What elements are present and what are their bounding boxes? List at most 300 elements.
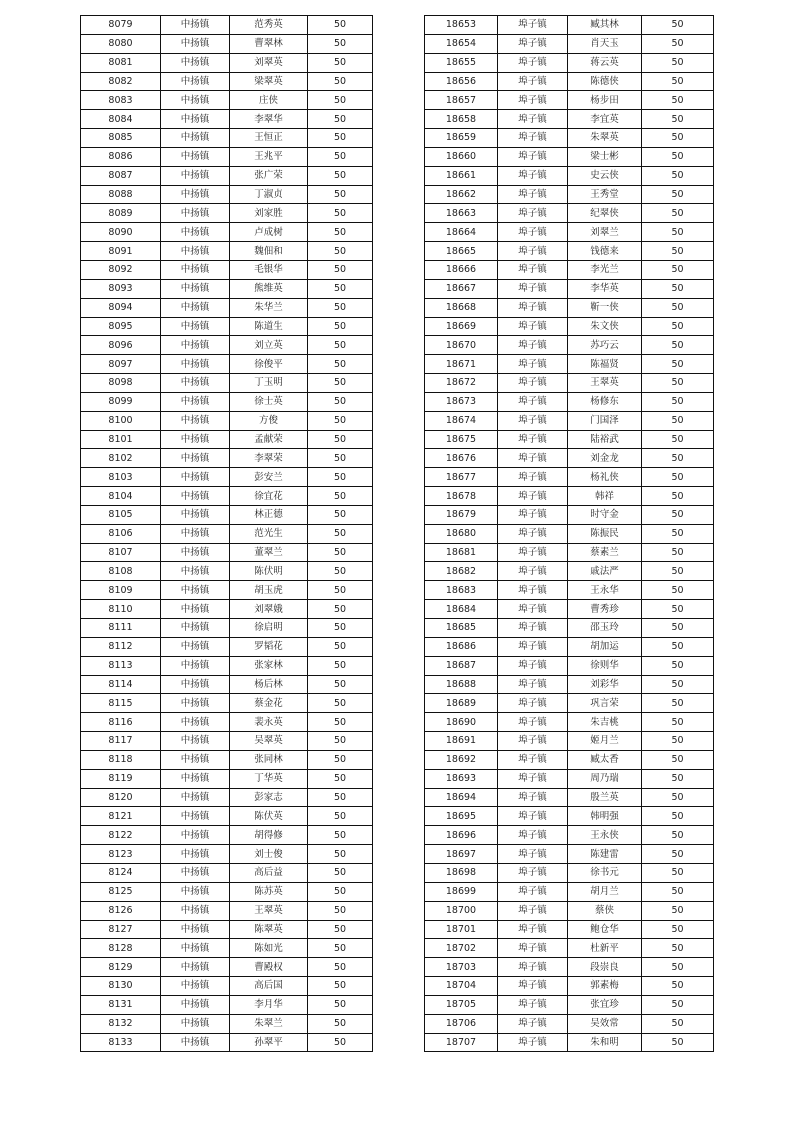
cell-amount: 50 bbox=[308, 882, 373, 901]
cell-name: 蔡金花 bbox=[230, 694, 308, 713]
table-row bbox=[425, 317, 714, 336]
cell-name: 陈振民 bbox=[568, 524, 642, 543]
cell-amount: 50 bbox=[308, 1033, 373, 1052]
table-row bbox=[81, 524, 373, 543]
cell-amount: 50 bbox=[642, 788, 714, 807]
table-row bbox=[81, 185, 373, 204]
cell-number: 18694 bbox=[425, 788, 498, 807]
table-row bbox=[425, 901, 714, 920]
cell-town: 埠子镇 bbox=[498, 204, 568, 223]
cell-number: 8086 bbox=[81, 147, 161, 166]
table-row bbox=[81, 468, 373, 487]
cell-town: 埠子镇 bbox=[498, 430, 568, 449]
cell-name: 王永侠 bbox=[568, 826, 642, 845]
cell-town: 中扬镇 bbox=[161, 863, 230, 882]
cell-amount: 50 bbox=[308, 16, 373, 35]
table-row bbox=[81, 713, 373, 732]
cell-number: 8127 bbox=[81, 920, 161, 939]
cell-town: 埠子镇 bbox=[498, 336, 568, 355]
table-row bbox=[425, 355, 714, 374]
cell-town: 中扬镇 bbox=[161, 166, 230, 185]
cell-name: 邵玉玲 bbox=[568, 619, 642, 638]
cell-number: 18681 bbox=[425, 543, 498, 562]
cell-amount: 50 bbox=[642, 411, 714, 430]
cell-amount: 50 bbox=[642, 901, 714, 920]
cell-number: 8094 bbox=[81, 298, 161, 317]
cell-number: 18692 bbox=[425, 750, 498, 769]
cell-number: 18653 bbox=[425, 16, 498, 35]
table-row bbox=[81, 317, 373, 336]
table-row bbox=[81, 411, 373, 430]
cell-town: 中扬镇 bbox=[161, 242, 230, 261]
cell-name: 刘家胜 bbox=[230, 204, 308, 223]
cell-name: 王翠英 bbox=[230, 901, 308, 920]
cell-number: 8105 bbox=[81, 505, 161, 524]
cell-name: 吴翠英 bbox=[230, 732, 308, 751]
cell-name: 张宜珍 bbox=[568, 995, 642, 1014]
table-row bbox=[425, 788, 714, 807]
cell-name: 韩明强 bbox=[568, 807, 642, 826]
cell-town: 埠子镇 bbox=[498, 468, 568, 487]
cell-number: 18661 bbox=[425, 166, 498, 185]
table-row bbox=[81, 392, 373, 411]
table-row bbox=[425, 204, 714, 223]
cell-name: 丁华英 bbox=[230, 769, 308, 788]
cell-town: 埠子镇 bbox=[498, 788, 568, 807]
cell-town: 埠子镇 bbox=[498, 732, 568, 751]
table-row bbox=[81, 34, 373, 53]
cell-amount: 50 bbox=[308, 732, 373, 751]
table-row bbox=[425, 449, 714, 468]
cell-name: 杜新平 bbox=[568, 939, 642, 958]
table-row bbox=[425, 694, 714, 713]
cell-number: 18670 bbox=[425, 336, 498, 355]
cell-name: 陆裕武 bbox=[568, 430, 642, 449]
cell-number: 8109 bbox=[81, 581, 161, 600]
table-row bbox=[81, 16, 373, 35]
cell-name: 曹秀珍 bbox=[568, 600, 642, 619]
cell-amount: 50 bbox=[308, 656, 373, 675]
cell-amount: 50 bbox=[642, 223, 714, 242]
cell-name: 陈道生 bbox=[230, 317, 308, 336]
cell-name: 门国泽 bbox=[568, 411, 642, 430]
cell-number: 18683 bbox=[425, 581, 498, 600]
cell-name: 鲍仓华 bbox=[568, 920, 642, 939]
cell-town: 中扬镇 bbox=[161, 694, 230, 713]
table-row bbox=[81, 581, 373, 600]
cell-name: 范秀英 bbox=[230, 16, 308, 35]
cell-town: 埠子镇 bbox=[498, 826, 568, 845]
cell-number: 8110 bbox=[81, 600, 161, 619]
cell-town: 中扬镇 bbox=[161, 129, 230, 148]
cell-town: 中扬镇 bbox=[161, 317, 230, 336]
cell-town: 中扬镇 bbox=[161, 298, 230, 317]
cell-town: 中扬镇 bbox=[161, 185, 230, 204]
cell-amount: 50 bbox=[642, 524, 714, 543]
cell-number: 8089 bbox=[81, 204, 161, 223]
cell-number: 18691 bbox=[425, 732, 498, 751]
cell-amount: 50 bbox=[642, 1014, 714, 1033]
table-row bbox=[425, 392, 714, 411]
table-row bbox=[425, 34, 714, 53]
cell-name: 毛银华 bbox=[230, 260, 308, 279]
table-row bbox=[81, 223, 373, 242]
cell-number: 18697 bbox=[425, 845, 498, 864]
cell-town: 埠子镇 bbox=[498, 298, 568, 317]
table-row bbox=[425, 732, 714, 751]
cell-name: 巩言荣 bbox=[568, 694, 642, 713]
cell-town: 中扬镇 bbox=[161, 336, 230, 355]
cell-number: 18672 bbox=[425, 374, 498, 393]
cell-name: 王秀堂 bbox=[568, 185, 642, 204]
right-roster-table bbox=[424, 15, 714, 1052]
cell-town: 埠子镇 bbox=[498, 807, 568, 826]
cell-number: 18682 bbox=[425, 562, 498, 581]
table-row bbox=[81, 279, 373, 298]
table-row bbox=[81, 807, 373, 826]
cell-amount: 50 bbox=[308, 920, 373, 939]
cell-town: 埠子镇 bbox=[498, 34, 568, 53]
cell-name: 姬月兰 bbox=[568, 732, 642, 751]
cell-number: 18689 bbox=[425, 694, 498, 713]
cell-name: 张广荣 bbox=[230, 166, 308, 185]
table-row bbox=[81, 374, 373, 393]
table-row bbox=[425, 185, 714, 204]
cell-amount: 50 bbox=[308, 713, 373, 732]
table-row bbox=[425, 713, 714, 732]
cell-name: 吴效常 bbox=[568, 1014, 642, 1033]
cell-name: 胡得修 bbox=[230, 826, 308, 845]
cell-number: 18686 bbox=[425, 637, 498, 656]
cell-name: 胡加运 bbox=[568, 637, 642, 656]
cell-name: 杨礼侠 bbox=[568, 468, 642, 487]
table-row bbox=[425, 977, 714, 996]
cell-amount: 50 bbox=[308, 562, 373, 581]
cell-amount: 50 bbox=[308, 939, 373, 958]
table-row bbox=[81, 901, 373, 920]
cell-number: 8087 bbox=[81, 166, 161, 185]
cell-amount: 50 bbox=[642, 91, 714, 110]
table-row bbox=[425, 72, 714, 91]
cell-number: 18674 bbox=[425, 411, 498, 430]
table-row bbox=[81, 939, 373, 958]
cell-town: 中扬镇 bbox=[161, 392, 230, 411]
cell-amount: 50 bbox=[642, 129, 714, 148]
cell-name: 孟献荣 bbox=[230, 430, 308, 449]
cell-name: 丁玉明 bbox=[230, 374, 308, 393]
cell-name: 段崇良 bbox=[568, 958, 642, 977]
cell-town: 中扬镇 bbox=[161, 995, 230, 1014]
cell-name: 史云侠 bbox=[568, 166, 642, 185]
cell-town: 埠子镇 bbox=[498, 901, 568, 920]
table-row bbox=[81, 1033, 373, 1052]
cell-amount: 50 bbox=[308, 995, 373, 1014]
cell-number: 8080 bbox=[81, 34, 161, 53]
cell-amount: 50 bbox=[642, 732, 714, 751]
cell-town: 中扬镇 bbox=[161, 524, 230, 543]
cell-amount: 50 bbox=[642, 355, 714, 374]
cell-name: 王永华 bbox=[568, 581, 642, 600]
cell-town: 中扬镇 bbox=[161, 487, 230, 506]
cell-name: 苏巧云 bbox=[568, 336, 642, 355]
cell-name: 范光生 bbox=[230, 524, 308, 543]
cell-amount: 50 bbox=[308, 129, 373, 148]
cell-amount: 50 bbox=[308, 392, 373, 411]
cell-name: 陈建雷 bbox=[568, 845, 642, 864]
cell-amount: 50 bbox=[308, 110, 373, 129]
cell-name: 陈福贤 bbox=[568, 355, 642, 374]
cell-town: 埠子镇 bbox=[498, 53, 568, 72]
cell-amount: 50 bbox=[308, 72, 373, 91]
cell-amount: 50 bbox=[642, 505, 714, 524]
cell-number: 18705 bbox=[425, 995, 498, 1014]
cell-amount: 50 bbox=[642, 845, 714, 864]
cell-town: 中扬镇 bbox=[161, 110, 230, 129]
cell-amount: 50 bbox=[642, 977, 714, 996]
cell-number: 18677 bbox=[425, 468, 498, 487]
cell-number: 18687 bbox=[425, 656, 498, 675]
cell-number: 8101 bbox=[81, 430, 161, 449]
cell-amount: 50 bbox=[642, 694, 714, 713]
cell-town: 中扬镇 bbox=[161, 826, 230, 845]
cell-town: 中扬镇 bbox=[161, 505, 230, 524]
cell-amount: 50 bbox=[308, 505, 373, 524]
cell-name: 徐书元 bbox=[568, 863, 642, 882]
cell-number: 18690 bbox=[425, 713, 498, 732]
cell-name: 刘金龙 bbox=[568, 449, 642, 468]
cell-name: 朱和明 bbox=[568, 1033, 642, 1052]
cell-number: 8131 bbox=[81, 995, 161, 1014]
cell-amount: 50 bbox=[308, 1014, 373, 1033]
table-row bbox=[81, 958, 373, 977]
table-row bbox=[81, 732, 373, 751]
cell-town: 埠子镇 bbox=[498, 91, 568, 110]
cell-amount: 50 bbox=[308, 845, 373, 864]
cell-amount: 50 bbox=[308, 449, 373, 468]
table-row bbox=[81, 769, 373, 788]
cell-amount: 50 bbox=[642, 204, 714, 223]
cell-number: 8111 bbox=[81, 619, 161, 638]
table-row bbox=[81, 694, 373, 713]
table-row bbox=[425, 129, 714, 148]
cell-number: 8129 bbox=[81, 958, 161, 977]
cell-town: 埠子镇 bbox=[498, 656, 568, 675]
cell-name: 刘彩华 bbox=[568, 675, 642, 694]
cell-name: 魏佃和 bbox=[230, 242, 308, 261]
table-row bbox=[81, 882, 373, 901]
table-row bbox=[81, 166, 373, 185]
table-row bbox=[425, 543, 714, 562]
cell-amount: 50 bbox=[642, 468, 714, 487]
cell-town: 中扬镇 bbox=[161, 147, 230, 166]
cell-name: 殷兰英 bbox=[568, 788, 642, 807]
table-row bbox=[425, 581, 714, 600]
cell-name: 陈翠英 bbox=[230, 920, 308, 939]
table-row bbox=[425, 845, 714, 864]
cell-town: 埠子镇 bbox=[498, 524, 568, 543]
table-row bbox=[425, 562, 714, 581]
cell-name: 臧其林 bbox=[568, 16, 642, 35]
table-row bbox=[425, 374, 714, 393]
cell-number: 8133 bbox=[81, 1033, 161, 1052]
cell-town: 埠子镇 bbox=[498, 1014, 568, 1033]
table-row bbox=[425, 91, 714, 110]
cell-number: 18676 bbox=[425, 449, 498, 468]
cell-name: 李翠华 bbox=[230, 110, 308, 129]
cell-amount: 50 bbox=[642, 487, 714, 506]
cell-town: 中扬镇 bbox=[161, 732, 230, 751]
cell-number: 18659 bbox=[425, 129, 498, 148]
cell-number: 18693 bbox=[425, 769, 498, 788]
cell-amount: 50 bbox=[308, 807, 373, 826]
cell-amount: 50 bbox=[642, 166, 714, 185]
cell-amount: 50 bbox=[642, 336, 714, 355]
table-row bbox=[81, 298, 373, 317]
cell-number: 18657 bbox=[425, 91, 498, 110]
cell-town: 埠子镇 bbox=[498, 487, 568, 506]
cell-name: 杨步田 bbox=[568, 91, 642, 110]
cell-amount: 50 bbox=[642, 72, 714, 91]
cell-town: 埠子镇 bbox=[498, 882, 568, 901]
cell-name: 李宜英 bbox=[568, 110, 642, 129]
table-row bbox=[425, 260, 714, 279]
table-row bbox=[81, 637, 373, 656]
cell-town: 埠子镇 bbox=[498, 769, 568, 788]
cell-town: 中扬镇 bbox=[161, 750, 230, 769]
cell-name: 蔡侠 bbox=[568, 901, 642, 920]
table-row bbox=[425, 298, 714, 317]
cell-name: 熊维英 bbox=[230, 279, 308, 298]
cell-number: 8090 bbox=[81, 223, 161, 242]
cell-amount: 50 bbox=[308, 524, 373, 543]
cell-town: 埠子镇 bbox=[498, 279, 568, 298]
cell-name: 罗韬花 bbox=[230, 637, 308, 656]
cell-town: 埠子镇 bbox=[498, 750, 568, 769]
cell-name: 陈德侠 bbox=[568, 72, 642, 91]
cell-number: 8118 bbox=[81, 750, 161, 769]
cell-town: 埠子镇 bbox=[498, 675, 568, 694]
cell-number: 18678 bbox=[425, 487, 498, 506]
cell-town: 中扬镇 bbox=[161, 468, 230, 487]
cell-number: 18669 bbox=[425, 317, 498, 336]
cell-name: 张同林 bbox=[230, 750, 308, 769]
cell-amount: 50 bbox=[308, 788, 373, 807]
cell-name: 肖天玉 bbox=[568, 34, 642, 53]
table-row bbox=[425, 524, 714, 543]
cell-town: 中扬镇 bbox=[161, 72, 230, 91]
cell-name: 朱翠兰 bbox=[230, 1014, 308, 1033]
table-row bbox=[81, 543, 373, 562]
table-row bbox=[425, 675, 714, 694]
cell-name: 王兆平 bbox=[230, 147, 308, 166]
cell-amount: 50 bbox=[308, 204, 373, 223]
cell-number: 8112 bbox=[81, 637, 161, 656]
table-row bbox=[425, 1033, 714, 1052]
cell-number: 18673 bbox=[425, 392, 498, 411]
cell-name: 杨后林 bbox=[230, 675, 308, 694]
cell-number: 18699 bbox=[425, 882, 498, 901]
cell-name: 王恒正 bbox=[230, 129, 308, 148]
cell-amount: 50 bbox=[642, 637, 714, 656]
cell-number: 8119 bbox=[81, 769, 161, 788]
cell-number: 8114 bbox=[81, 675, 161, 694]
cell-number: 8125 bbox=[81, 882, 161, 901]
cell-amount: 50 bbox=[642, 34, 714, 53]
cell-number: 8093 bbox=[81, 279, 161, 298]
cell-number: 8107 bbox=[81, 543, 161, 562]
table-row bbox=[425, 242, 714, 261]
table-row bbox=[81, 920, 373, 939]
cell-amount: 50 bbox=[308, 863, 373, 882]
cell-amount: 50 bbox=[308, 543, 373, 562]
cell-name: 刘士俊 bbox=[230, 845, 308, 864]
table-row bbox=[425, 411, 714, 430]
cell-town: 中扬镇 bbox=[161, 619, 230, 638]
cell-town: 埠子镇 bbox=[498, 694, 568, 713]
cell-town: 中扬镇 bbox=[161, 581, 230, 600]
table-row bbox=[81, 242, 373, 261]
cell-town: 埠子镇 bbox=[498, 110, 568, 129]
cell-town: 埠子镇 bbox=[498, 147, 568, 166]
cell-town: 埠子镇 bbox=[498, 392, 568, 411]
table-row bbox=[81, 355, 373, 374]
cell-amount: 50 bbox=[308, 147, 373, 166]
cell-number: 18656 bbox=[425, 72, 498, 91]
cell-number: 18703 bbox=[425, 958, 498, 977]
cell-town: 中扬镇 bbox=[161, 845, 230, 864]
cell-town: 埠子镇 bbox=[498, 185, 568, 204]
cell-number: 18700 bbox=[425, 901, 498, 920]
cell-amount: 50 bbox=[308, 317, 373, 336]
cell-town: 中扬镇 bbox=[161, 1033, 230, 1052]
cell-amount: 50 bbox=[642, 242, 714, 261]
table-row bbox=[81, 826, 373, 845]
cell-number: 18655 bbox=[425, 53, 498, 72]
table-row bbox=[81, 449, 373, 468]
cell-amount: 50 bbox=[308, 769, 373, 788]
cell-town: 中扬镇 bbox=[161, 977, 230, 996]
cell-amount: 50 bbox=[642, 581, 714, 600]
cell-amount: 50 bbox=[642, 600, 714, 619]
cell-town: 中扬镇 bbox=[161, 901, 230, 920]
cell-name: 王翠英 bbox=[568, 374, 642, 393]
table-row bbox=[81, 129, 373, 148]
cell-amount: 50 bbox=[308, 260, 373, 279]
cell-name: 李光兰 bbox=[568, 260, 642, 279]
cell-number: 18675 bbox=[425, 430, 498, 449]
table-row bbox=[81, 619, 373, 638]
cell-number: 18660 bbox=[425, 147, 498, 166]
cell-name: 戚法严 bbox=[568, 562, 642, 581]
cell-name: 韩祥 bbox=[568, 487, 642, 506]
cell-name: 郭素梅 bbox=[568, 977, 642, 996]
cell-name: 彭安兰 bbox=[230, 468, 308, 487]
table-row bbox=[81, 977, 373, 996]
cell-amount: 50 bbox=[308, 581, 373, 600]
cell-town: 中扬镇 bbox=[161, 374, 230, 393]
cell-number: 8123 bbox=[81, 845, 161, 864]
cell-name: 胡月兰 bbox=[568, 882, 642, 901]
cell-number: 8115 bbox=[81, 694, 161, 713]
cell-amount: 50 bbox=[642, 317, 714, 336]
cell-town: 中扬镇 bbox=[161, 600, 230, 619]
cell-town: 埠子镇 bbox=[498, 562, 568, 581]
cell-name: 朱文侠 bbox=[568, 317, 642, 336]
cell-number: 8130 bbox=[81, 977, 161, 996]
cell-town: 中扬镇 bbox=[161, 656, 230, 675]
cell-amount: 50 bbox=[308, 279, 373, 298]
cell-number: 18706 bbox=[425, 1014, 498, 1033]
